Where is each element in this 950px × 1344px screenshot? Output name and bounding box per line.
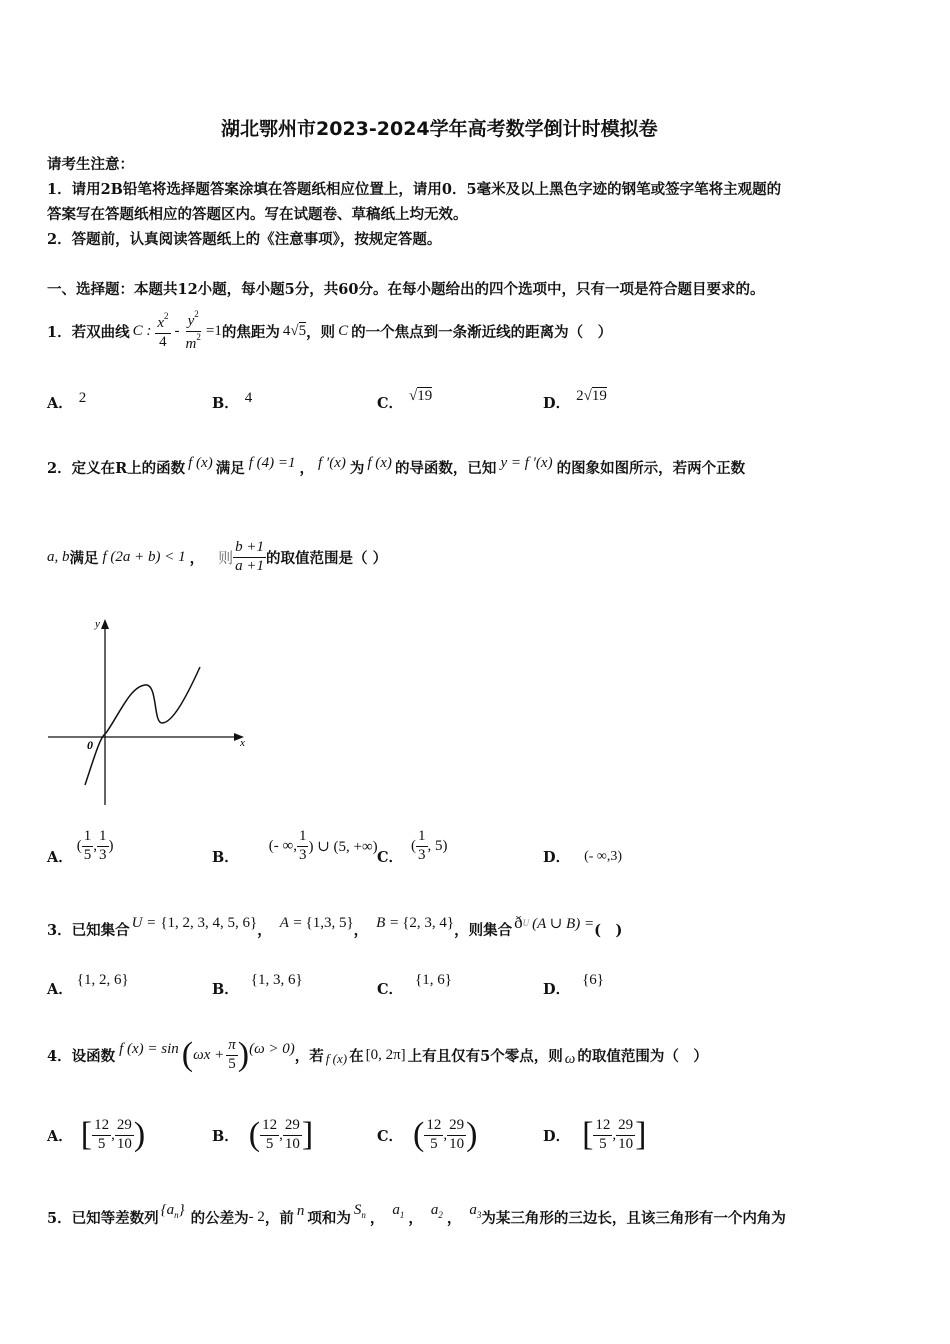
q4-option-d[interactable]: D． [ $\frac{12}{5}$ , $\frac{29}{10}$ ] bbox=[543, 1116, 647, 1153]
derivative-curve bbox=[85, 667, 200, 785]
notice-line-1: 1．请用2B铅笔将选择题答案涂填在答题纸相应位置上，请用0．5毫米及以上黑色字迹的钢笔或签字笔将主观题的 bbox=[47, 181, 782, 198]
graph-origin-label: 0 bbox=[87, 738, 93, 752]
q2-derivative-graph bbox=[40, 615, 255, 810]
question-1 bbox=[47, 306, 612, 356]
q2-option-d[interactable]: D． (- ∞,3) bbox=[543, 849, 623, 866]
q1-suffix: 的一个焦点到一条渐近线的距离为（ ） bbox=[351, 323, 613, 341]
q2-option-c[interactable]: C． ( $\frac{1}{3}$ , 5) bbox=[377, 828, 448, 866]
q2-option-b[interactable]: B． (- ∞, $\frac{1}{3}$ ) ∪ (5, +∞) bbox=[212, 828, 378, 866]
graph-x-label: x bbox=[240, 737, 245, 749]
q1-mid2: ，则 bbox=[306, 323, 336, 341]
q1-option-b[interactable]: B． 4 bbox=[212, 390, 253, 412]
q1-curve-label: C : bbox=[132, 322, 152, 339]
q3-option-d[interactable]: D．{6} bbox=[543, 972, 604, 998]
q2-prefix: 2．定义在R上的函数 bbox=[47, 459, 186, 477]
notice-heading: 请考生注意： bbox=[47, 156, 134, 173]
q1-sqrt: √5 bbox=[290, 322, 307, 339]
q4-option-c[interactable]: C． ( $\frac{12}{5}$ , $\frac{29}{10}$ ) bbox=[377, 1116, 478, 1153]
question-5: 5．已知等差数列 $\{a_n\}$ 的公差为 - 2 ，前 n 项和为 $S_n$ ， $a_1$ ， $a_2$ ， $a_3$ 为某三角形的三边长，且该三角形有一个内角为 bbox=[47, 1202, 786, 1227]
notice-line-2: 答案写在答题纸相应的答题区内。写在试题卷、草稿纸上均无效。 bbox=[47, 206, 468, 223]
q1-option-a[interactable]: A． 2 bbox=[47, 390, 87, 412]
section-heading: 一、选择题：本题共12小题，每小题5分，共60分。在每小题给出的四个选项中，只有一项是符合题目要求的。 bbox=[47, 281, 765, 298]
q3-option-c[interactable]: C．{1, 6} bbox=[377, 972, 452, 998]
q1-fraction-x: $\frac{x^2}{4}$ bbox=[157, 311, 169, 350]
question-4: 4．设函数 f (x) = sin ( ωx + $\frac{\pi}{5}$ ) (ω > 0) ，若 f (x) 在 [0, 2π] 上有且仅有5个零点，则 ω 的取值范围为（ ） bbox=[47, 1036, 708, 1073]
q1-prefix: 1．若双曲线 bbox=[47, 323, 130, 341]
question-3: 3．已知集合 U = {1, 2, 3, 4, 5, 6} ， A = {1,3, 5} ， B = {2, 3, 4} ，则集合 ð U (A ∪ B) = ( ) bbox=[47, 913, 623, 939]
page-title: 湖北鄂州市2023-2024学年高考数学倒计时模拟卷 bbox=[221, 118, 658, 140]
q1-mid: 的焦距为 bbox=[221, 323, 280, 341]
q3-option-b[interactable]: B．{1, 3, 6} bbox=[212, 972, 303, 998]
question-2: 2．定义在R上的函数 f (x) 满足 f (4) =1 ， f ′(x) 为 f (x) 的导函数，已知 y = f ′(x) 的图象如图所示，若两个正数 bbox=[47, 454, 746, 477]
q1-focal-coef: 4 bbox=[282, 322, 291, 339]
q3-option-a[interactable]: A．{1, 2, 6} bbox=[47, 972, 129, 998]
q1-fraction-y: $\frac{y^2}{m^2}$ bbox=[185, 309, 201, 352]
q1-option-c[interactable]: C． √19 bbox=[377, 388, 433, 412]
q1-option-d[interactable]: D． 2√19 bbox=[543, 388, 607, 412]
q1-C: C bbox=[338, 322, 349, 339]
q4-option-a[interactable]: A． [ $\frac{12}{5}$ , $\frac{29}{10}$ ) bbox=[47, 1116, 146, 1153]
q1-minus: - bbox=[174, 322, 180, 339]
q4-option-b[interactable]: B． ( $\frac{12}{5}$ , $\frac{29}{10}$ ] bbox=[212, 1116, 314, 1153]
q2-fraction: $\frac{b +1}{a +1}$ bbox=[235, 539, 265, 574]
notice-line-3: 2．答题前，认真阅读答题纸上的《注意事项》，按规定答题。 bbox=[47, 231, 442, 248]
question-2-cont: a, b 满足 f (2a + b) < 1 ， 则 $\frac{b +1}{a +1}$ 的取值范围是（ ） bbox=[47, 539, 388, 574]
y-axis-arrow-icon bbox=[101, 619, 109, 629]
q1-equals-one: =1 bbox=[205, 322, 222, 339]
q2-option-a[interactable]: A． ( $\frac{1}{5}$ , $\frac{1}{3}$ ) bbox=[47, 828, 114, 866]
graph-y-label: y bbox=[95, 618, 100, 630]
